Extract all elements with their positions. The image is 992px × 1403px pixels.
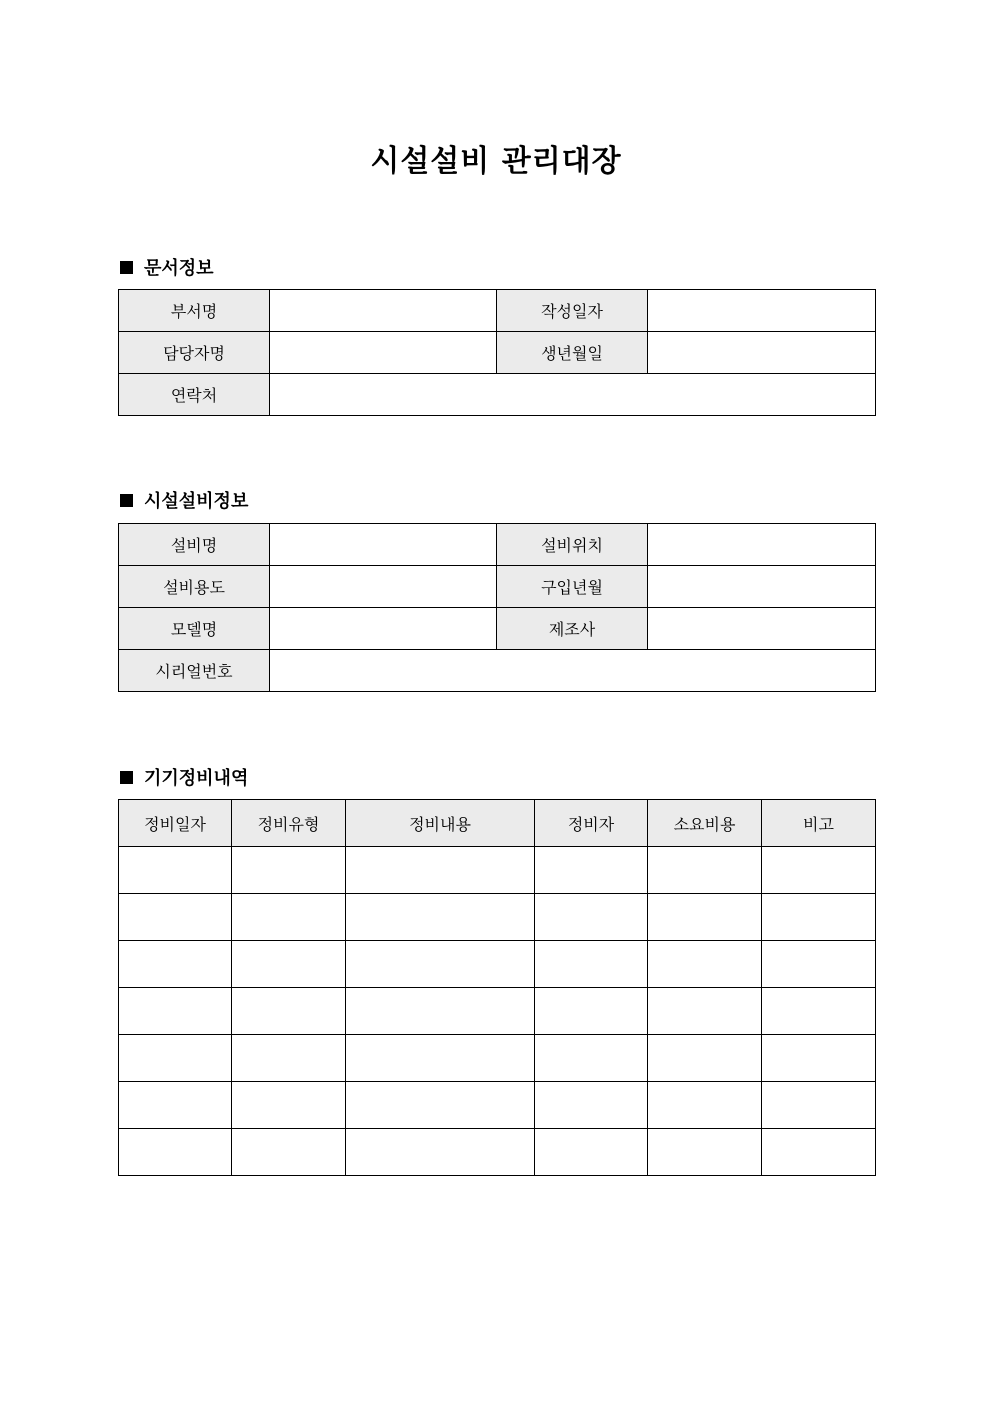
square-bullet-icon: [120, 261, 133, 274]
manager-name-field[interactable]: [270, 332, 497, 374]
table-cell[interactable]: [762, 988, 876, 1035]
table-cell[interactable]: [346, 894, 535, 941]
serial-number-label: 시리얼번호: [119, 650, 270, 692]
contact-label: 연락처: [119, 374, 270, 416]
dept-name-field[interactable]: [270, 290, 497, 332]
table-row: [119, 608, 876, 650]
table-cell[interactable]: [346, 988, 535, 1035]
maintenance-heading: [120, 764, 248, 790]
table-row: [119, 524, 876, 566]
table-cell[interactable]: [535, 941, 648, 988]
model-name-label: 모델명: [119, 608, 270, 650]
table-cell[interactable]: [535, 894, 648, 941]
manager-name-label: 담당자명: [119, 332, 270, 374]
table-cell[interactable]: [648, 941, 762, 988]
table-cell[interactable]: [232, 1082, 346, 1129]
equipment-location-label: 설비위치: [497, 524, 648, 566]
table-cell[interactable]: [232, 1035, 346, 1082]
facility-info-heading: [120, 487, 248, 513]
maintenance-heading-text: 기기정비내역: [144, 768, 249, 789]
table-cell[interactable]: [648, 988, 762, 1035]
model-name-field[interactable]: [270, 608, 497, 650]
table-cell[interactable]: [119, 1129, 232, 1176]
table-cell[interactable]: [346, 847, 535, 894]
column-header-cost: 소요비용: [648, 800, 762, 847]
table-cell[interactable]: [119, 894, 232, 941]
table-cell[interactable]: [762, 1129, 876, 1176]
table-row: [119, 1035, 876, 1082]
table-cell[interactable]: [119, 1035, 232, 1082]
table-cell[interactable]: [232, 847, 346, 894]
table-cell[interactable]: [535, 1035, 648, 1082]
table-cell[interactable]: [119, 941, 232, 988]
square-bullet-icon: [120, 771, 133, 784]
table-cell[interactable]: [762, 847, 876, 894]
page-title: 시설설비 관리대장: [370, 144, 622, 179]
table-cell[interactable]: [648, 847, 762, 894]
column-header-maintenance-type: 정비유형: [232, 800, 346, 847]
equipment-name-label: 설비명: [119, 524, 270, 566]
table-cell[interactable]: [119, 847, 232, 894]
doc-info-table: [118, 289, 876, 416]
column-header-remarks: 비고: [762, 800, 876, 847]
table-row: [119, 290, 876, 332]
table-cell[interactable]: [346, 1129, 535, 1176]
table-row: [119, 650, 876, 692]
column-header-technician: 정비자: [535, 800, 648, 847]
table-row: [119, 847, 876, 894]
table-cell[interactable]: [535, 988, 648, 1035]
contact-field[interactable]: [270, 374, 876, 416]
table-header-row: [119, 800, 876, 847]
birth-date-label: 생년월일: [497, 332, 648, 374]
facility-info-table: [118, 523, 876, 692]
equipment-location-field[interactable]: [648, 524, 876, 566]
equipment-purpose-field[interactable]: [270, 566, 497, 608]
table-cell[interactable]: [535, 1082, 648, 1129]
table-row: [119, 1129, 876, 1176]
table-cell[interactable]: [762, 1082, 876, 1129]
doc-info-heading-text: 문서정보: [144, 258, 214, 279]
table-cell[interactable]: [119, 988, 232, 1035]
table-cell[interactable]: [648, 1082, 762, 1129]
table-row: [119, 988, 876, 1035]
table-cell[interactable]: [762, 941, 876, 988]
write-date-field[interactable]: [648, 290, 876, 332]
table-cell[interactable]: [232, 941, 346, 988]
equipment-name-field[interactable]: [270, 524, 497, 566]
table-cell[interactable]: [762, 894, 876, 941]
table-cell[interactable]: [535, 1129, 648, 1176]
dept-name-label: 부서명: [119, 290, 270, 332]
table-row: [119, 894, 876, 941]
table-cell[interactable]: [346, 1082, 535, 1129]
purchase-date-field[interactable]: [648, 566, 876, 608]
table-row: [119, 941, 876, 988]
serial-number-field[interactable]: [270, 650, 876, 692]
purchase-date-label: 구입년월: [497, 566, 648, 608]
column-header-maintenance-date: 정비일자: [119, 800, 232, 847]
table-cell[interactable]: [232, 894, 346, 941]
table-row: [119, 566, 876, 608]
facility-info-heading-text: 시설설비정보: [144, 491, 249, 512]
birth-date-field[interactable]: [648, 332, 876, 374]
column-header-maintenance-details: 정비내용: [346, 800, 535, 847]
table-cell[interactable]: [232, 1129, 346, 1176]
table-cell[interactable]: [346, 1035, 535, 1082]
doc-info-heading: [120, 254, 214, 280]
table-cell[interactable]: [232, 988, 346, 1035]
table-cell[interactable]: [119, 1082, 232, 1129]
manufacturer-label: 제조사: [497, 608, 648, 650]
manufacturer-field[interactable]: [648, 608, 876, 650]
table-cell[interactable]: [648, 894, 762, 941]
table-row: [119, 374, 876, 416]
table-row: [119, 332, 876, 374]
equipment-purpose-label: 설비용도: [119, 566, 270, 608]
table-cell[interactable]: [762, 1035, 876, 1082]
write-date-label: 작성일자: [497, 290, 648, 332]
square-bullet-icon: [120, 494, 133, 507]
table-cell[interactable]: [346, 941, 535, 988]
table-row: [119, 1082, 876, 1129]
maintenance-table: [118, 799, 876, 1176]
table-cell[interactable]: [648, 1129, 762, 1176]
table-cell[interactable]: [535, 847, 648, 894]
table-cell[interactable]: [648, 1035, 762, 1082]
